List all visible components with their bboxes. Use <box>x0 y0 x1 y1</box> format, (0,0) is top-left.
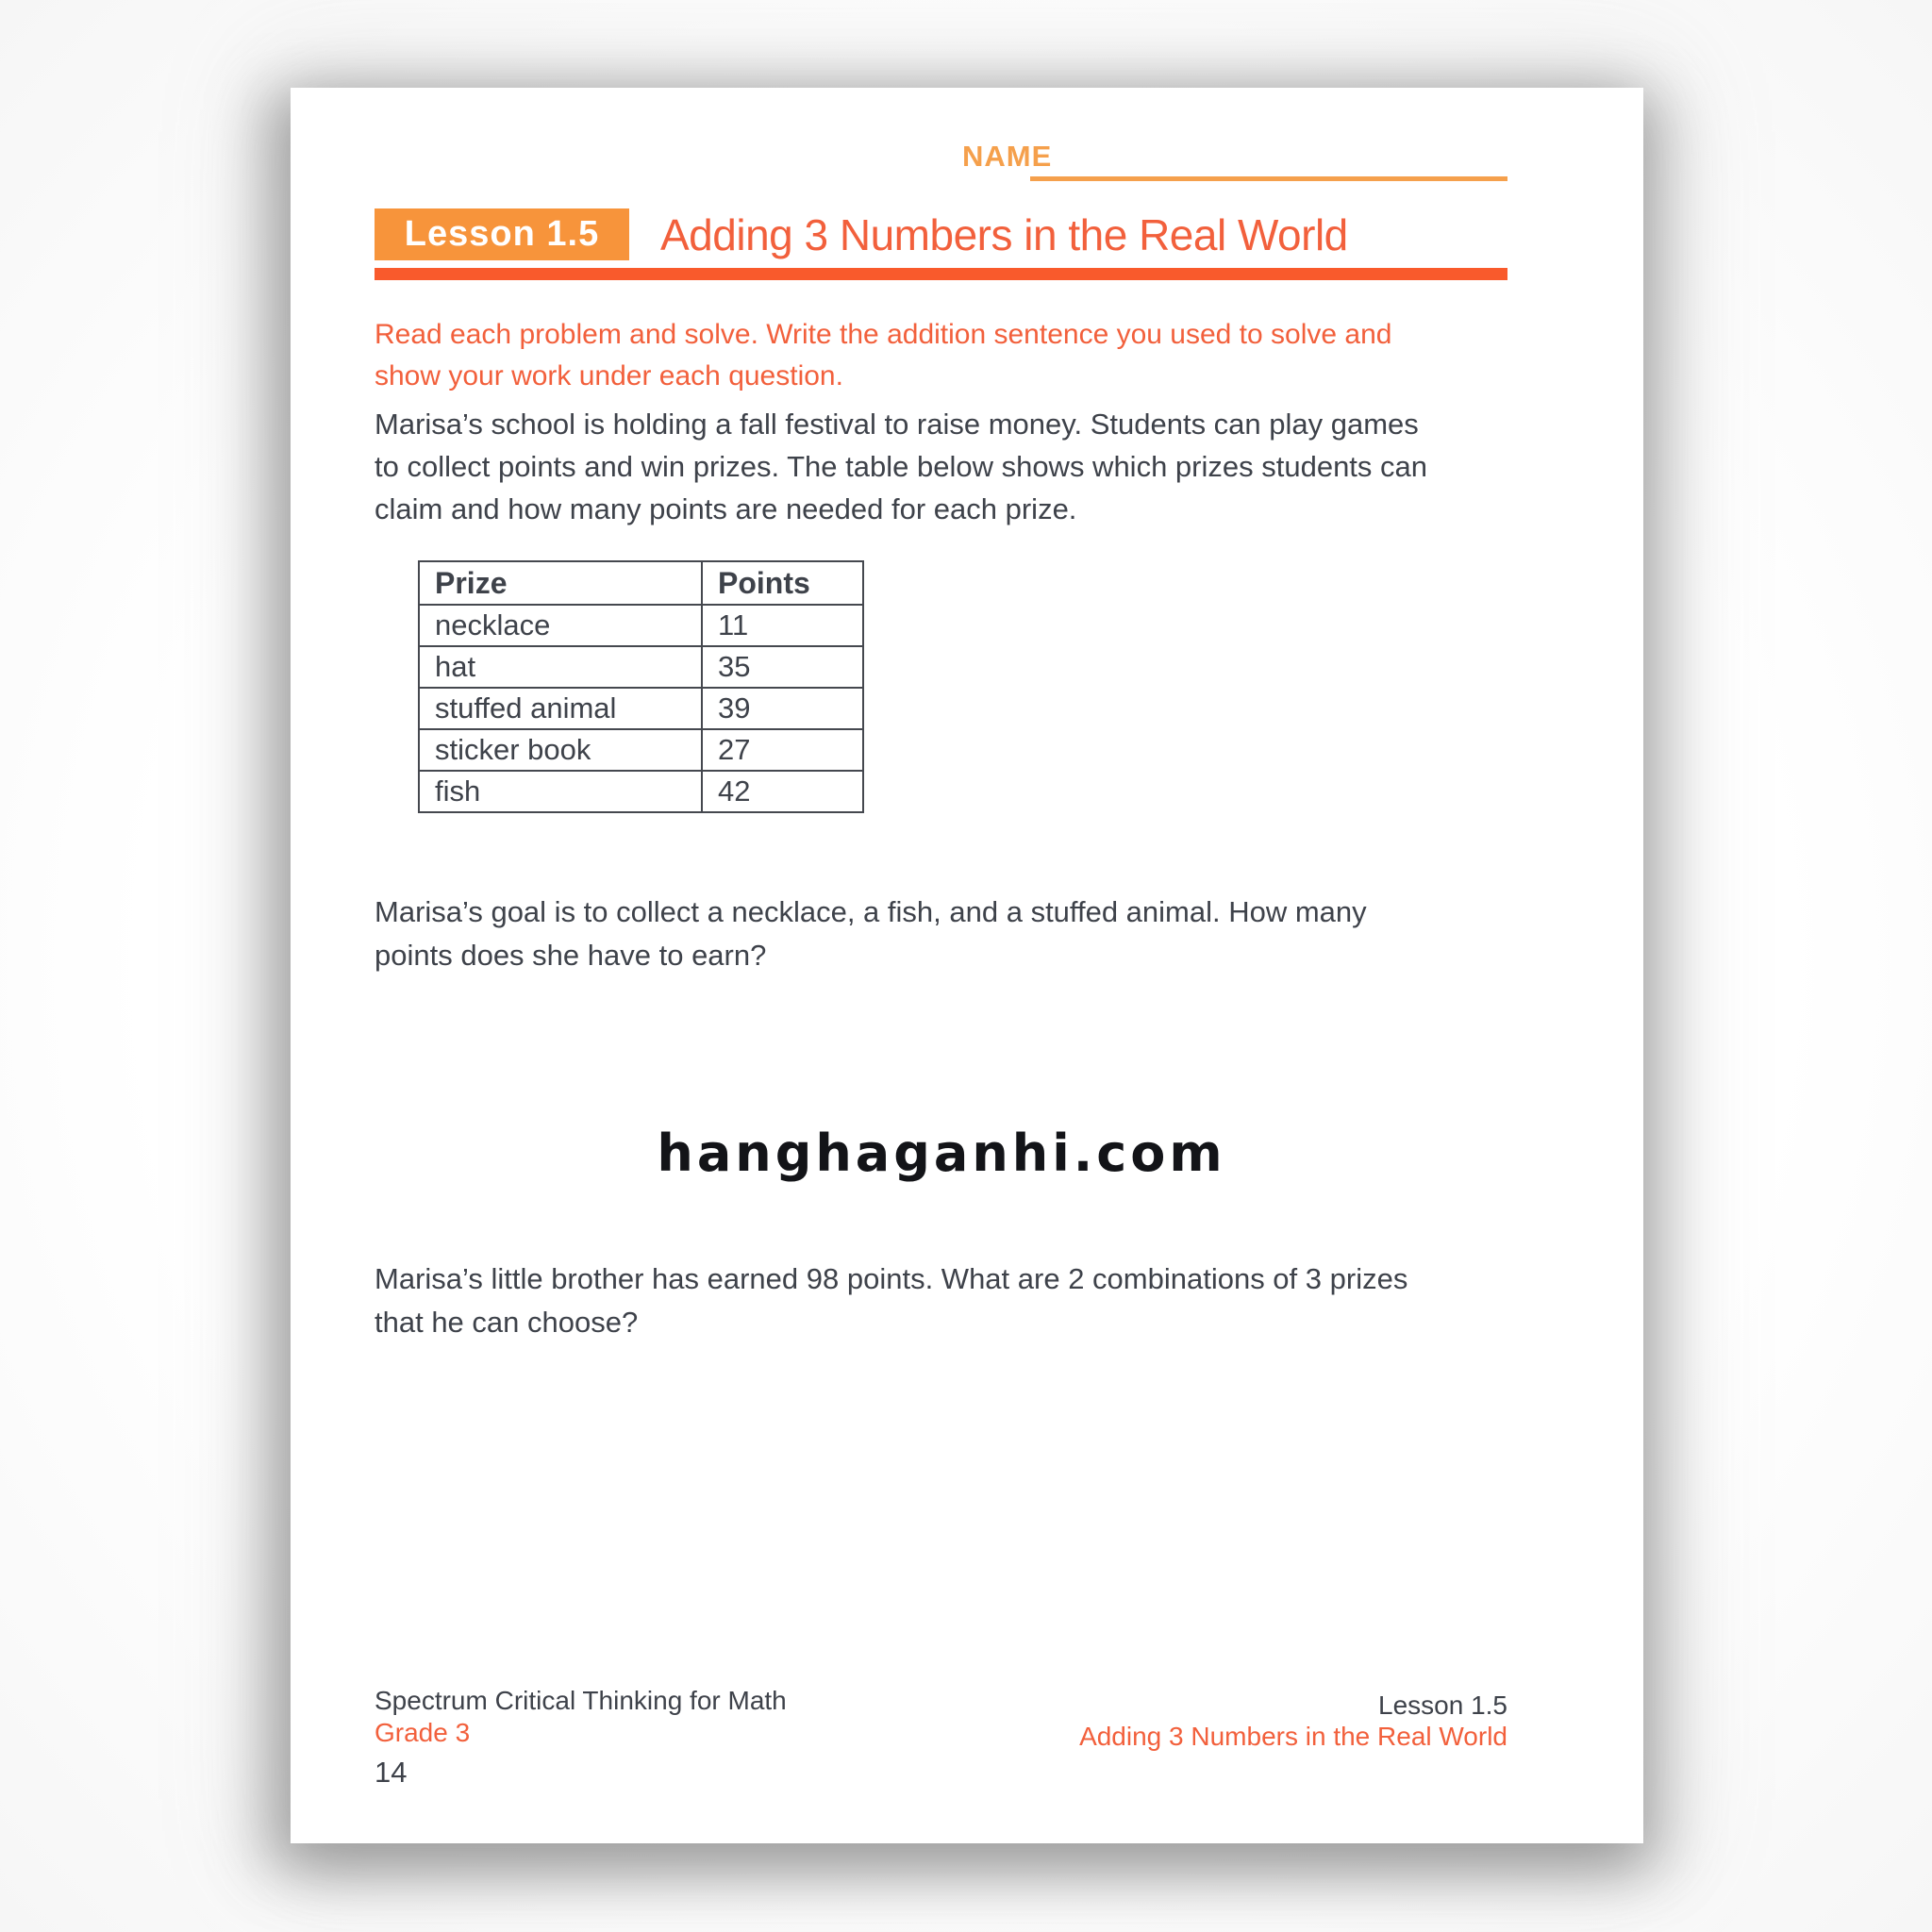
title-rule <box>375 268 1507 280</box>
table-row <box>419 605 863 646</box>
question-1 <box>375 891 1367 977</box>
footer-right <box>1079 1690 1507 1752</box>
intro-line: claim and how many points are needed for each prize. <box>375 492 1077 525</box>
question-2 <box>375 1257 1407 1344</box>
intro-paragraph <box>375 403 1427 530</box>
points-cell: 11 <box>702 605 863 646</box>
points-cell: 35 <box>702 646 863 688</box>
question-1-line: Marisa’s goal is to collect a necklace, a fish, and a stuffed animal. How many <box>375 895 1367 928</box>
table-row <box>419 771 863 812</box>
table-row <box>419 646 863 688</box>
name-blank-line <box>1030 176 1507 181</box>
lesson-badge-label: Lesson 1.5 <box>404 214 600 254</box>
workbook-page <box>291 88 1643 1843</box>
lesson-badge <box>375 208 629 260</box>
lesson-title-text: Adding 3 Numbers in the Real World <box>660 209 1348 259</box>
table-header-row <box>419 561 863 605</box>
table-header-points: Points <box>702 561 863 605</box>
directions-text <box>375 314 1391 397</box>
points-cell: 27 <box>702 729 863 771</box>
question-1-line: points does she have to earn? <box>375 939 767 972</box>
name-label: NAME <box>962 140 1053 173</box>
question-2-line: that he can choose? <box>375 1306 639 1339</box>
footer-page-number: 14 <box>375 1756 408 1789</box>
table-row <box>419 729 863 771</box>
table-row <box>419 688 863 729</box>
intro-line: Marisa’s school is holding a fall festival to raise money. Students can play games <box>375 408 1419 441</box>
footer-grade: Grade 3 <box>375 1718 471 1747</box>
watermark-text: hanghaganhi.com <box>657 1124 1226 1183</box>
lesson-title <box>660 208 1348 260</box>
table-header-prize: Prize <box>419 561 702 605</box>
prize-cell: necklace <box>419 605 702 646</box>
footer-lesson-title: Adding 3 Numbers in the Real World <box>1079 1722 1507 1751</box>
points-cell: 42 <box>702 771 863 812</box>
question-2-line: Marisa’s little brother has earned 98 points. What are 2 combinations of 3 prizes <box>375 1262 1408 1295</box>
points-cell: 39 <box>702 688 863 729</box>
prize-cell: fish <box>419 771 702 812</box>
prizes-table <box>418 560 864 813</box>
directions-line: Read each problem and solve. Write the addition sentence you used to solve and <box>375 319 1392 350</box>
prize-cell: sticker book <box>419 729 702 771</box>
prize-cell: hat <box>419 646 702 688</box>
prize-cell: stuffed animal <box>419 688 702 729</box>
footer-series: Spectrum Critical Thinking for Math <box>375 1686 787 1715</box>
footer-left <box>375 1685 787 1749</box>
intro-line: to collect points and win prizes. The table below shows which prizes students can <box>375 450 1428 483</box>
footer-lesson-label: Lesson 1.5 <box>1378 1690 1507 1720</box>
directions-line: show your work under each question. <box>375 360 843 391</box>
